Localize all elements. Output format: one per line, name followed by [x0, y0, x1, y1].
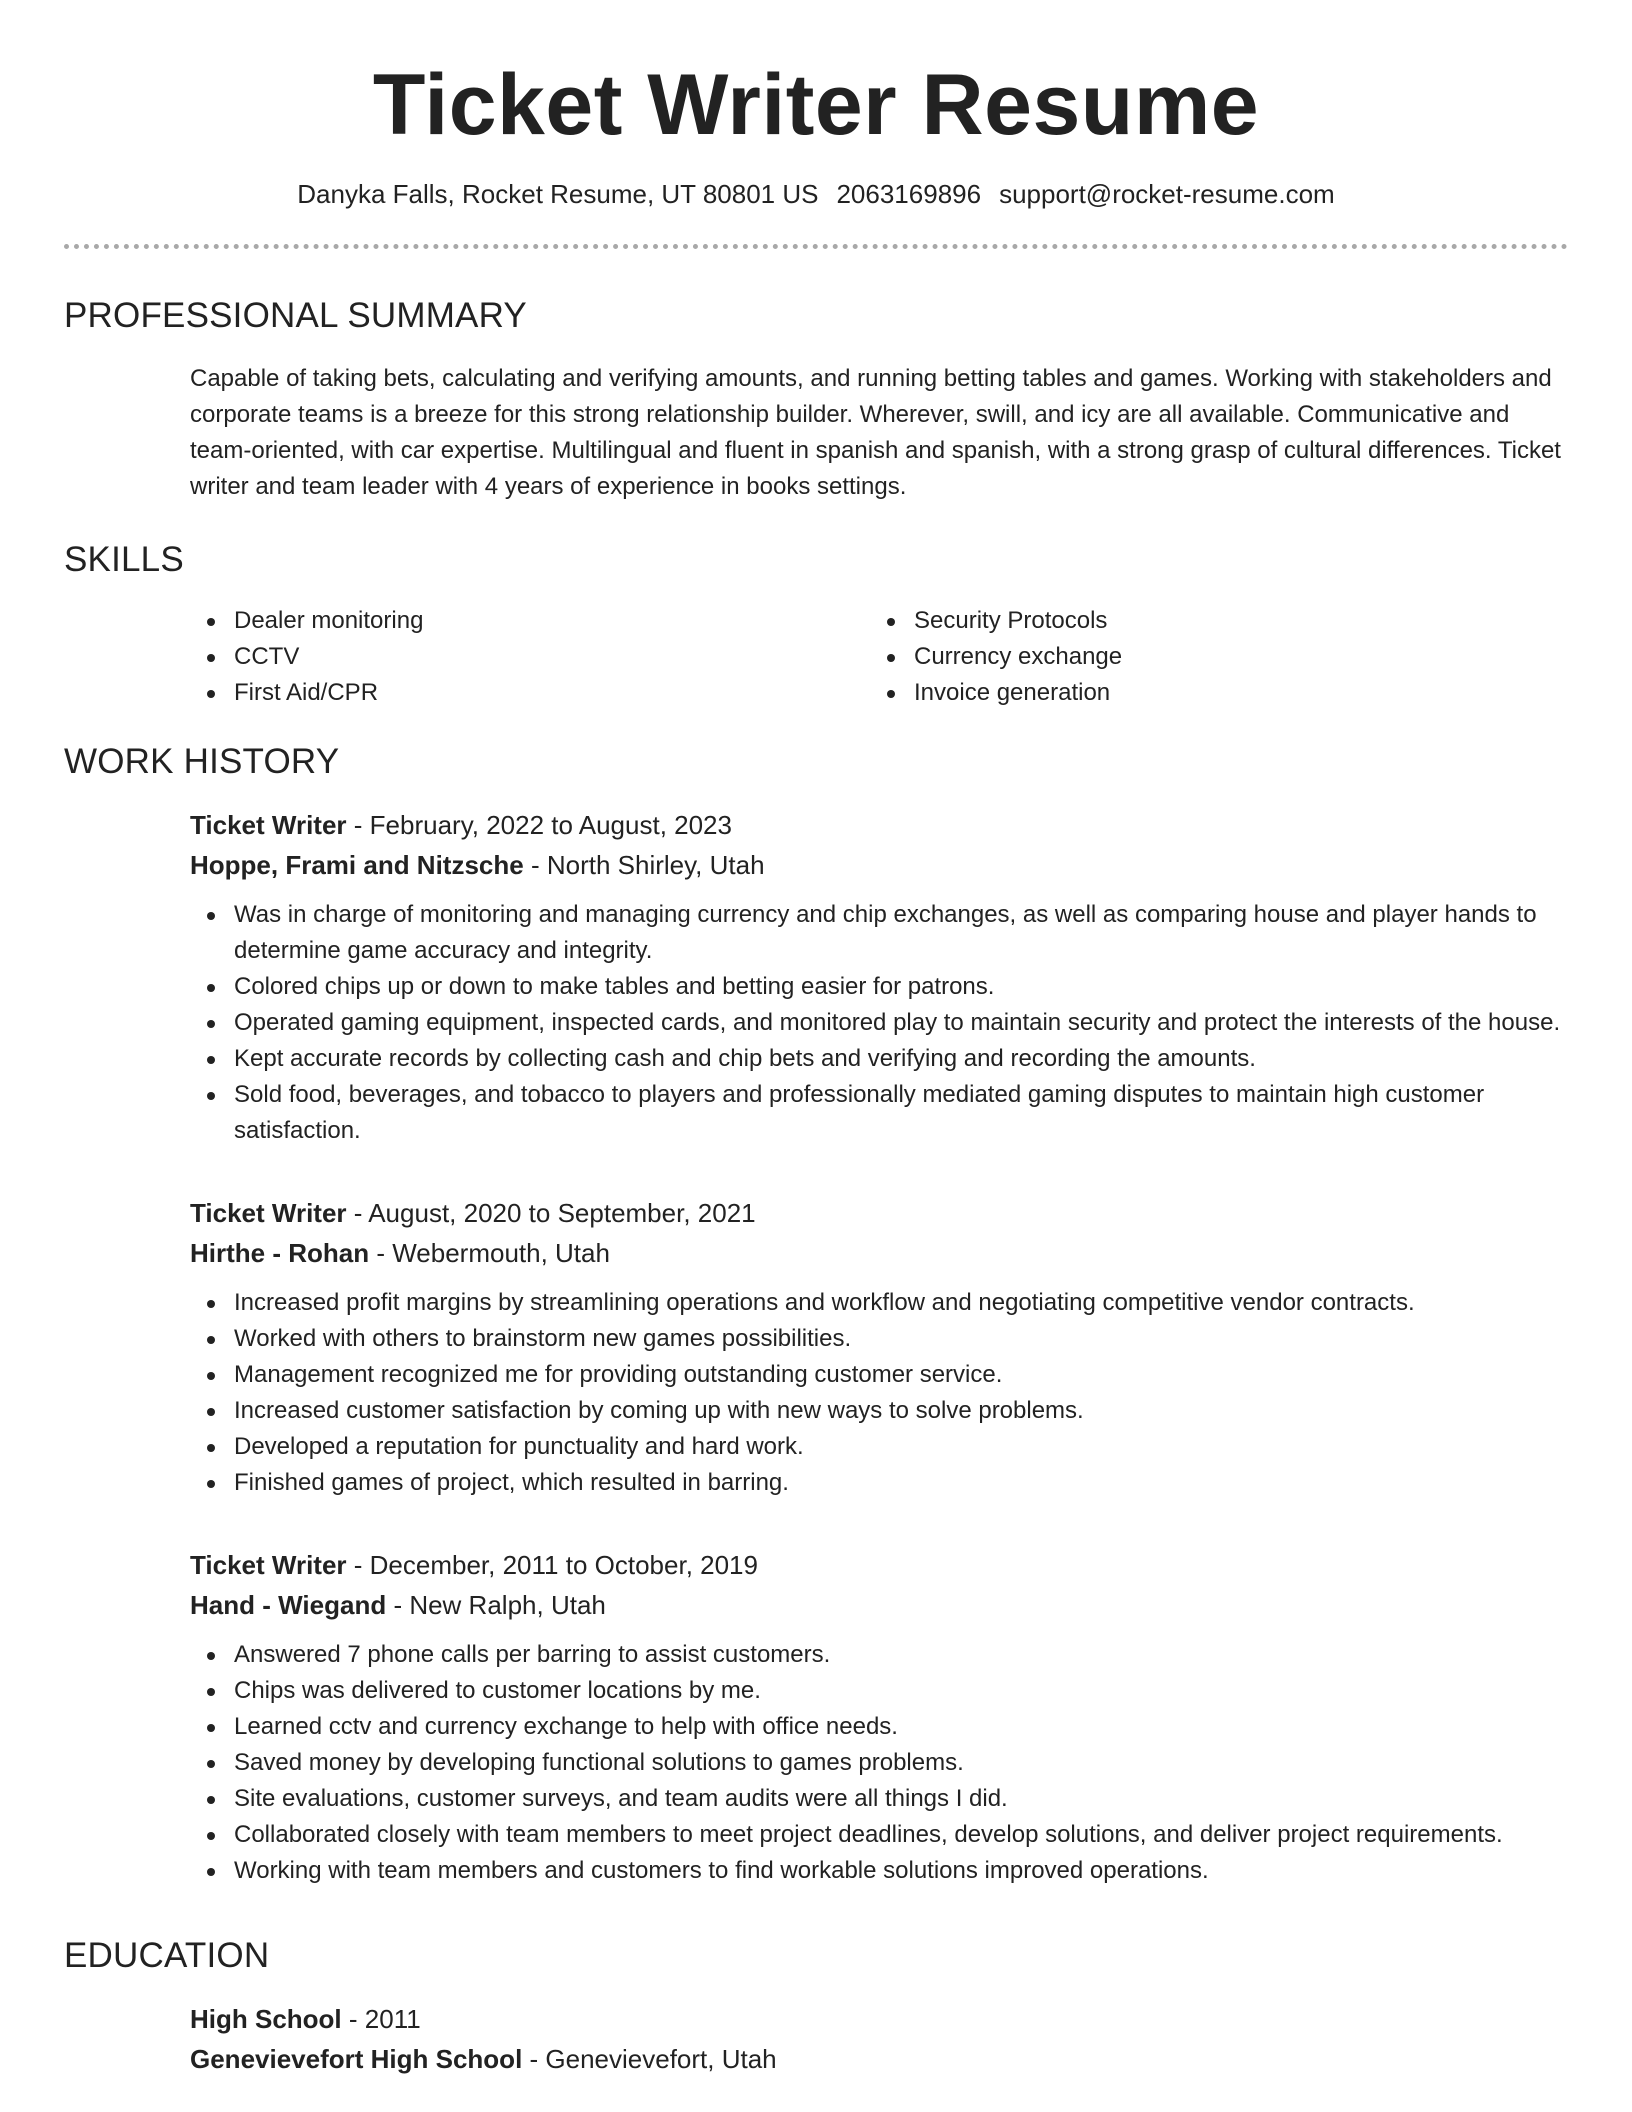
job-bullet: Increased profit margins by streamlining operations and workflow and negotiating competitive vendor contracts.: [190, 1285, 1568, 1321]
education-school-line: [190, 2039, 1568, 2079]
skill-item: Dealer monitoring: [190, 603, 870, 639]
section-heading: PROFESSIONAL SUMMARY: [64, 296, 527, 336]
job-dates: - February, 2022 to August, 2023: [346, 810, 732, 841]
job-bullet: Finished games of project, which resulted in barring.: [190, 1465, 1568, 1501]
section-heading: WORK HISTORY: [64, 742, 340, 782]
job-dates: - August, 2020 to September, 2021: [346, 1198, 756, 1229]
job-bullet: Colored chips up or down to make tables and betting easier for patrons.: [190, 969, 1568, 1005]
job-bullet: Answered 7 phone calls per barring to assist customers.: [190, 1637, 1568, 1673]
education-section: [64, 1935, 1568, 2079]
skill-item: Security Protocols: [870, 603, 1568, 639]
job-bullet: Collaborated closely with team members to meet project deadlines, develop solutions, and deliver project requirements.: [190, 1817, 1568, 1853]
education-entry: [190, 1999, 1568, 2079]
resume-title: Ticket Writer Resume: [372, 57, 1260, 153]
section-heading: SKILLS: [64, 540, 184, 580]
job-bullets: [190, 1637, 1568, 1889]
contact-address: Danyka Falls, Rocket Resume, UT 80801 US: [297, 179, 819, 210]
job-company-line: [190, 845, 1568, 885]
job-bullet: Saved money by developing functional solutions to games problems.: [190, 1745, 1568, 1781]
education-year: - 2011: [341, 2004, 421, 2035]
job-company: Hand - Wiegand: [190, 1590, 387, 1621]
education-degree: High School: [190, 2004, 342, 2035]
skill-item: First Aid/CPR: [190, 675, 870, 711]
work-history-section: [64, 741, 1568, 1889]
job-title-line: [190, 805, 1568, 845]
job-company-line: [190, 1585, 1568, 1625]
skill-item: Invoice generation: [870, 675, 1568, 711]
job-title-line: [190, 1193, 1568, 1233]
job-title: Ticket Writer: [190, 1550, 347, 1581]
header-divider: [64, 244, 1568, 249]
job-bullets: [190, 897, 1568, 1149]
contact-email: support@rocket-resume.com: [999, 179, 1335, 210]
job-title-line: [190, 1545, 1568, 1585]
job-bullet: Sold food, beverages, and tobacco to players and professionally mediated gaming disputes to maintain high customer satisfaction.: [190, 1077, 1568, 1149]
job-entry: [190, 1545, 1568, 1889]
skill-item: CCTV: [190, 639, 870, 675]
section-heading: EDUCATION: [64, 1936, 270, 1976]
contact-line: [64, 179, 1568, 210]
job-company: Hirthe - Rohan: [190, 1238, 370, 1269]
job-company: Hoppe, Frami and Nitzsche: [190, 850, 524, 881]
professional-summary-section: [64, 295, 1568, 505]
job-company-line: [190, 1233, 1568, 1273]
job-bullet: Operated gaming equipment, inspected cards, and monitored play to maintain security and protect the interests of the house.: [190, 1005, 1568, 1041]
education-school: Genevievefort High School: [190, 2044, 523, 2075]
job-entry: [190, 805, 1568, 1149]
education-degree-line: [190, 1999, 1568, 2039]
job-bullets: [190, 1285, 1568, 1501]
education-location: - Genevievefort, Utah: [522, 2044, 777, 2075]
job-location: - North Shirley, Utah: [523, 850, 765, 881]
job-bullet: Was in charge of monitoring and managing currency and chip exchanges, as well as comparing house and player hands to determine game accuracy and integrity.: [190, 897, 1568, 969]
job-bullet: Management recognized me for providing outstanding customer service.: [190, 1357, 1568, 1393]
skills-section: [64, 539, 1568, 711]
job-entry: [190, 1193, 1568, 1501]
job-bullet: Chips was delivered to customer locations by me.: [190, 1673, 1568, 1709]
job-bullet: Increased customer satisfaction by coming up with new ways to solve problems.: [190, 1393, 1568, 1429]
job-bullet: Site evaluations, customer surveys, and team audits were all things I did.: [190, 1781, 1568, 1817]
skills-list-left: [190, 603, 870, 711]
job-bullet: Developed a reputation for punctuality and hard work.: [190, 1429, 1568, 1465]
job-location: - New Ralph, Utah: [386, 1590, 606, 1621]
job-title: Ticket Writer: [190, 1198, 347, 1229]
job-location: - Webermouth, Utah: [369, 1238, 610, 1269]
job-bullet: Learned cctv and currency exchange to help with office needs.: [190, 1709, 1568, 1745]
job-title: Ticket Writer: [190, 810, 347, 841]
skill-item: Currency exchange: [870, 639, 1568, 675]
job-bullet: Kept accurate records by collecting cash and chip bets and verifying and recording the amounts.: [190, 1041, 1568, 1077]
job-bullet: Worked with others to brainstorm new games possibilities.: [190, 1321, 1568, 1357]
job-dates: - December, 2011 to October, 2019: [346, 1550, 758, 1581]
job-bullet: Working with team members and customers to find workable solutions improved operations.: [190, 1853, 1568, 1889]
skills-list-right: [870, 603, 1568, 711]
contact-phone: 2063169896: [836, 179, 982, 210]
summary-text: Capable of taking bets, calculating and verifying amounts, and running betting tables and games. Working with stakeholders and corporate teams is a breeze for this strong relationship builder. Wherever, swill, and icy are all available. Communicative and team-oriented, with car expertise. Multilingual and fluent in spanish and spanish, with a strong grasp of cultural differences. Ticket writer and team leader with 4 years of experience in books settings.: [190, 365, 1561, 501]
